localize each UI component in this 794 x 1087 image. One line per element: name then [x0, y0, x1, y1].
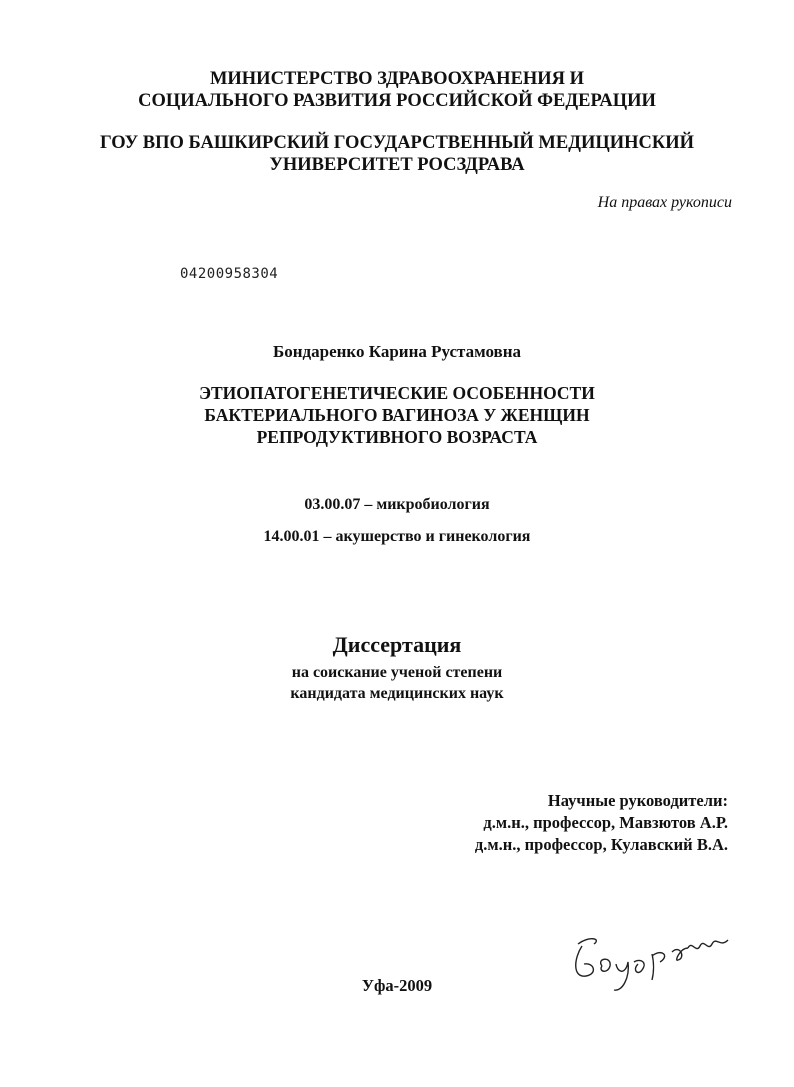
university-heading — [0, 132, 794, 176]
author-name: Бондаренко Карина Рустамовна — [272, 342, 522, 361]
dissertation-label: Диссертация — [332, 632, 462, 657]
supervisor-name: д.м.н., профессор, Мавзютов А.Р. — [483, 813, 728, 832]
supervisor-name: д.м.н., профессор, Кулавский В.А. — [474, 835, 728, 854]
specialty-microbiology: 03.00.07 – микробиология — [304, 496, 490, 513]
city-year: Уфа-2009 — [361, 976, 433, 995]
degree-line: кандидата медицинских наук — [290, 685, 504, 702]
degree-line: на соискание ученой степени — [291, 664, 503, 681]
degree-statement — [0, 662, 794, 704]
title-line: БАКТЕРИАЛЬНОГО ВАГИНОЗА У ЖЕНЩИН — [204, 405, 590, 425]
manuscript-note: На правах рукописи — [597, 194, 732, 211]
specialty-obstetrics: 14.00.01 – акушерство и гинекология — [263, 528, 531, 545]
university-line: УНИВЕРСИТЕТ РОСЗДРАВА — [269, 155, 525, 175]
archive-number: 04200958304 — [180, 266, 279, 282]
ministry-heading — [0, 68, 794, 112]
ministry-line: СОЦИАЛЬНОГО РАЗВИТИЯ РОССИЙСКОЙ ФЕДЕРАЦИИ — [138, 91, 656, 111]
title-line: РЕПРОДУКТИВНОГО ВОЗРАСТА — [256, 427, 538, 447]
supervisors-block — [475, 790, 728, 856]
university-line: ГОУ ВПО БАШКИРСКИЙ ГОСУДАРСТВЕННЫЙ МЕДИЦИНСКИЙ — [99, 133, 695, 153]
dissertation-title — [0, 382, 794, 448]
ministry-line: МИНИСТЕРСТВО ЗДРАВООХРАНЕНИЯ И — [209, 69, 585, 89]
title-line: ЭТИОПАТОГЕНЕТИЧЕСКИЕ ОСОБЕННОСТИ — [199, 383, 595, 403]
supervisors-heading: Научные руководители: — [547, 791, 728, 810]
